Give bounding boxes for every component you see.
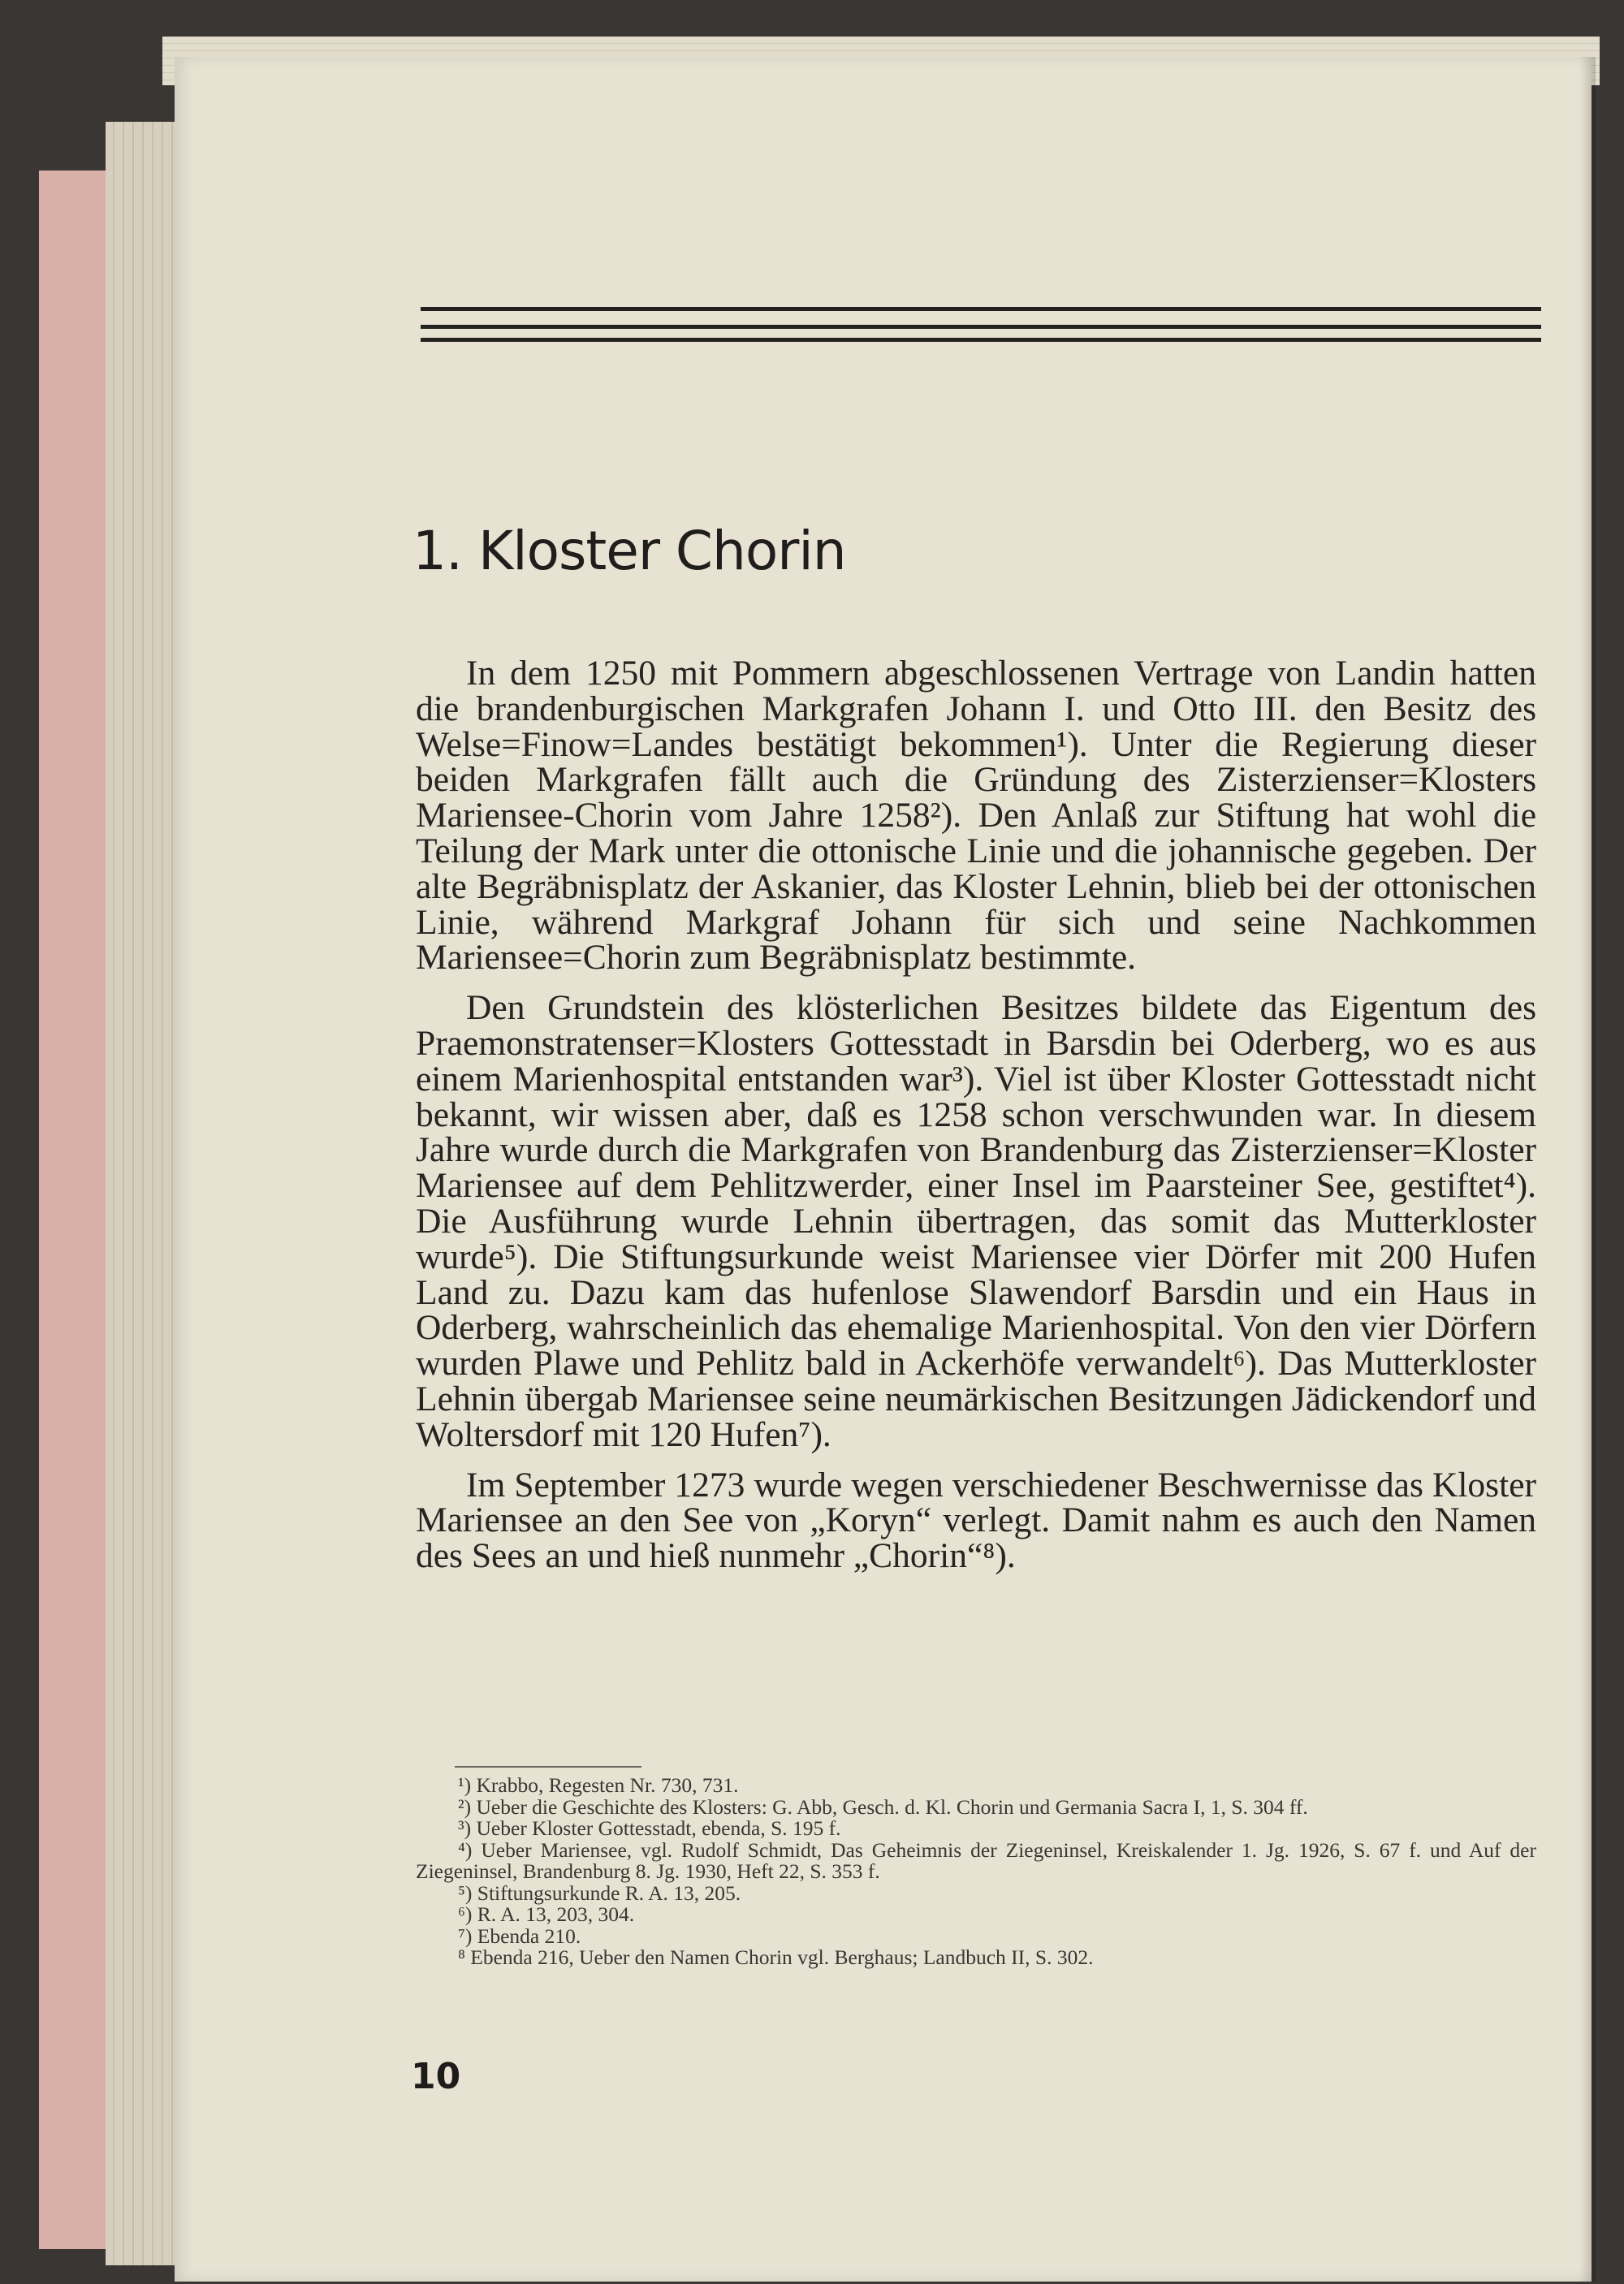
footnote-2: ²) Ueber die Geschichte des Klosters: G. Abb, Gesch. d. Kl. Chorin und Germania Sacra I, 1, S. 304 ff. <box>458 1794 1308 1819</box>
footnote-separator <box>455 1766 641 1768</box>
footnote-3: ³) Ueber Kloster Gottesstadt, ebenda, S. 195 f. <box>458 1816 841 1840</box>
footnote-5: ⁵) Stiftungsurkunde R. A. 13, 205. <box>458 1880 741 1905</box>
footnotes <box>416 1775 1536 1969</box>
paragraph-1: In dem 1250 mit Pommern abgeschlossenen Vertrage von Landin hatten die brandenburgischen Markgrafen Johann I. und Otto III. den Besitz des Welse=Finow=Landes bestätigt bekommen¹). Unter die Regierung dieser beiden Markgrafen fällt auch die Gründung des Zisterzienser=Klosters Mariensee-Chorin vom Jahre 1258²). Den Anlaß zur Stiftung hat wohl die Teilung der Mark unter die ottonische Linie und die johannische gegeben. Der alte Begräbnisplatz der Askanier, das Kloster Lehnin, blieb bei der ottonischen Linie, während Markgraf Johann für sich und seine Nachkommen Mariensee=Chorin zum Begräbnisplatz bestimmte. <box>416 654 1536 978</box>
footnote-4: ⁴) Ueber Mariensee, vgl. Rudolf Schmidt, Das Geheimnis der Ziegeninsel, Kreiskalender 1. Jg. 1926, S. 67 f. und Auf der Ziegeninsel, Brandenburg 8. Jg. 1930, Heft 22, S. 353 f. <box>416 1837 1536 1883</box>
footnote-6: ⁶) R. A. 13, 203, 304. <box>458 1902 635 1926</box>
header-rule-bottom <box>421 338 1541 342</box>
gutter-shadow <box>1579 57 1596 2282</box>
footnote-8: ⁸ Ebenda 216, Ueber den Namen Chorin vgl. Berghaus; Landbuch II, S. 302. <box>458 1945 1094 1969</box>
paragraph-2: Den Grundstein des klösterlichen Besitzes bildete das Eigentum des Praemonstratenser=Klosters Gottesstadt in Barsdin bei Oderberg, wo es aus einem Marienhospital entstanden war³). Viel ist über Kloster Gottesstadt nicht bekannt, wir wissen aber, daß es 1258 schon verschwunden war. In diesem Jahre wurde durch die Markgrafen von Brandenburg das Zisterzienser=Kloster Mariensee auf dem Pehlitzwerder, einer Insel im Paarsteiner See, gestiftet⁴). Die Ausführung wurde Lehnin übertragen, das somit das Mutterkloster wurde⁵). Die Stiftungsurkunde weist Mariensee vier Dörfer mit 200 Hufen Land zu. Dazu kam das hufenlose Slawendorf Barsdin und ein Haus in Oderberg, wahrscheinlich das ehemalige Marienhospital. Von den vier Dörfern wurden Plawe und Pehlitz bald in Ackerhöfe verwandelt⁶). Das Mutterkloster Lehnin übergab Mariensee seine neumärkischen Besitzungen Jädickendorf und Woltersdorf mit 120 Hufen⁷). <box>416 988 1536 1454</box>
footnote-1: ¹) Krabbo, Regesten Nr. 730, 731. <box>458 1773 739 1797</box>
footnote-7: ⁷) Ebenda 210. <box>458 1923 581 1948</box>
paragraph-3: Im September 1273 wurde wegen verschiedener Beschwernisse das Kloster Mariensee an den See von „Koryn“ verlegt. Damit nahm es auch den Namen des Sees an und hieß nunmehr „Chorin“⁸). <box>416 1465 1536 1576</box>
body-text <box>416 656 1536 1574</box>
chapter-title: 1. Kloster Chorin <box>412 520 846 582</box>
header-rule-top <box>421 307 1541 311</box>
page-number: 10 <box>411 2056 461 2097</box>
header-rule-middle <box>421 325 1541 329</box>
